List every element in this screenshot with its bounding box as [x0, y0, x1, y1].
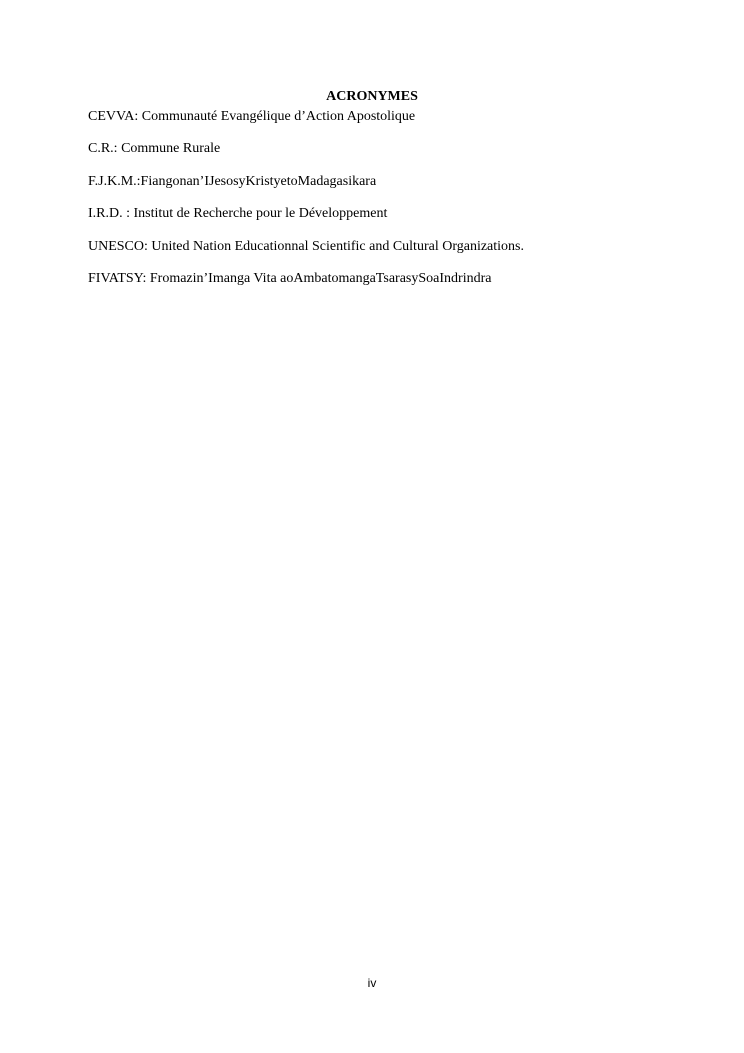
acronym-item-unesco: UNESCO: United Nation Educationnal Scientific and Cultural Organizations.	[88, 238, 524, 254]
acronym-item-fivatsy: FIVATSY: Fromazin’Imanga Vita aoAmbatomangaTsarasySoaIndrindra	[88, 270, 492, 286]
acronym-item-ird: I.R.D. : Institut de Recherche pour le Développement	[88, 206, 388, 222]
page-number: iv	[367, 976, 377, 990]
page-title: ACRONYMES	[326, 89, 418, 104]
acronym-item-fjkm: F.J.K.M.:Fiangonan’IJesosyKristyetoMadagasikara	[88, 173, 377, 189]
acronym-item-cr: C.R.: Commune Rurale	[88, 141, 221, 157]
acronym-list	[88, 108, 708, 302]
acronym-item-cevva: CEVVA: Communauté Evangélique d’Action Apostolique	[88, 109, 416, 124]
